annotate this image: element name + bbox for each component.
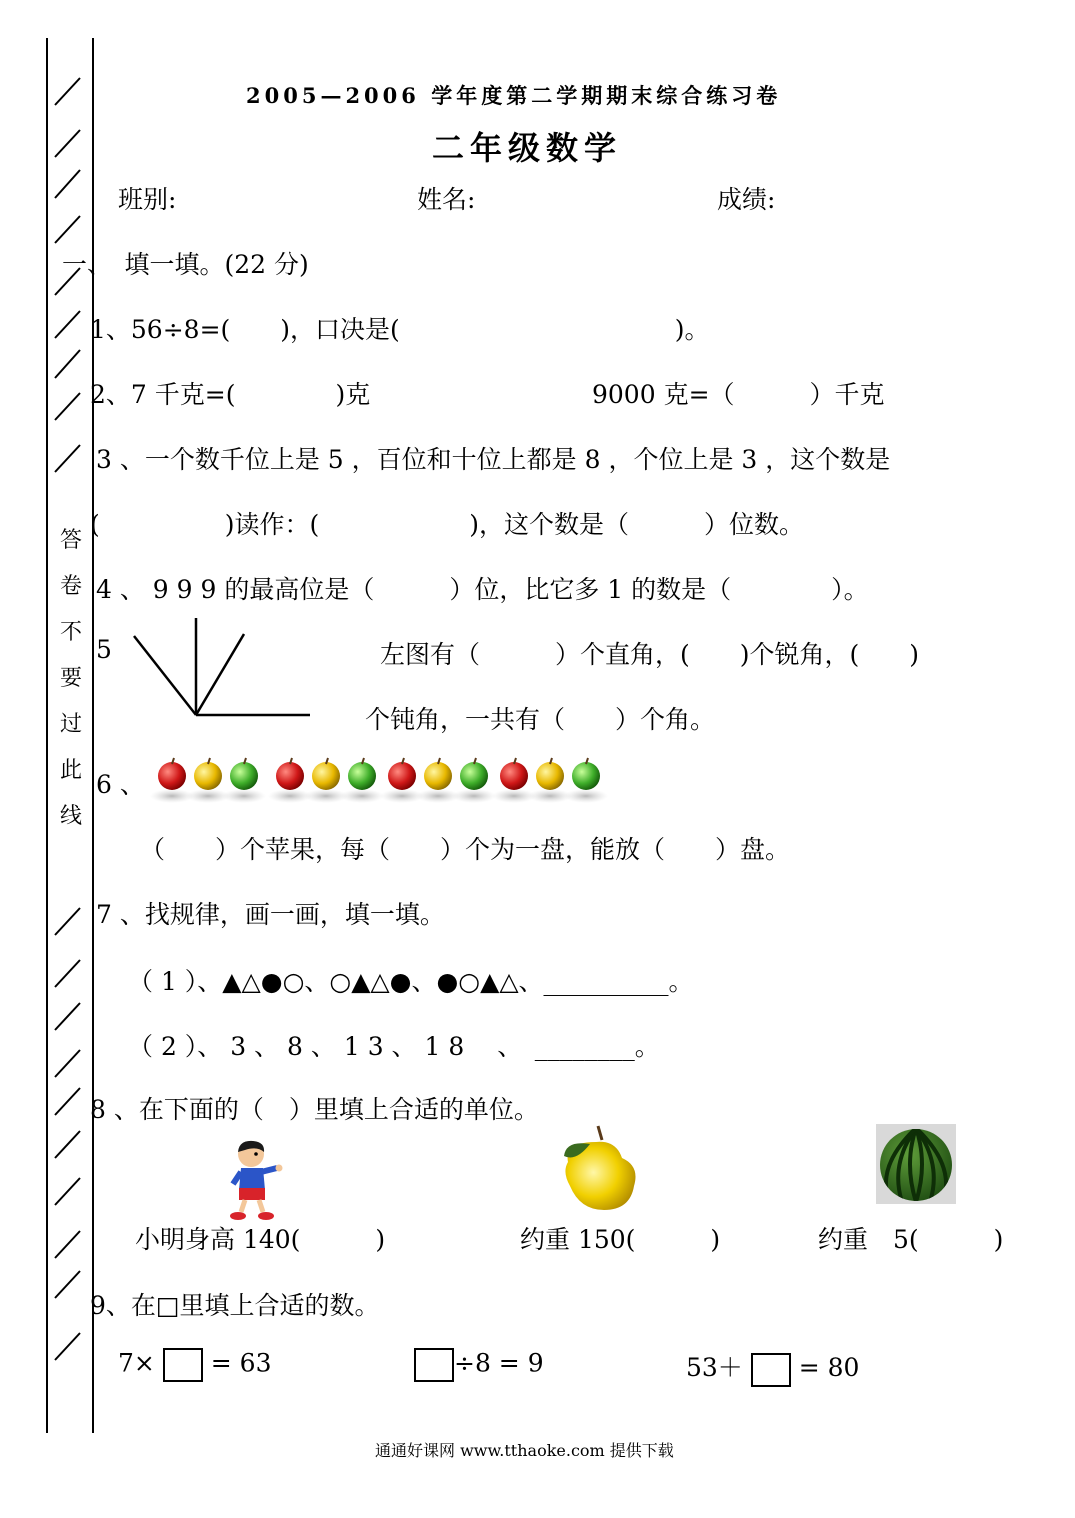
question-8-heading: 8 、在下面的（ ）里填上合适的单位。 [90,1095,539,1124]
margin-note-char: 过 [59,712,82,737]
question-8-item1: 小明身高 140( ) [135,1225,386,1254]
question-5-line2: 个钝角，一共有（ ）个角。 [365,705,716,734]
equation-1 [118,1348,271,1382]
question-2-right: 9000 克=（ ）千克 [592,380,885,409]
margin-note-char: 线 [59,804,82,829]
equation-3-left: 53＋ [686,1353,743,1382]
question-8-item2: 约重 150( ) [520,1225,721,1254]
question-5-line1: 左图有（ ）个直角，( )个锐角，( ) [380,640,920,669]
footer-credit: 通通好课网 www.tthaoke.com 提供下载 [375,1441,674,1460]
score-label: 成绩: [717,185,776,214]
question-7-heading: 7 、找规律，画一画，填一填。 [96,900,445,929]
question-5-number: 5 [96,635,112,664]
equation-1-left: 7× [118,1348,155,1378]
equation-3-right: = 80 [798,1353,860,1382]
equation-1-right: = 63 [210,1348,272,1378]
question-4: 4 、 9 9 9 的最高位是（ ）位，比它多 1 的数是（ ）。 [96,575,869,604]
watermelon-icon [876,1124,956,1204]
pear-icon [560,1122,640,1214]
margin-note [56,518,86,840]
apple-icons [150,758,608,803]
question-1: 1、56÷8=( )，口决是( )。 [90,315,710,344]
angle-diagram [128,612,318,724]
margin-note-char: 卷 [59,574,82,599]
answer-box-1[interactable] [163,1348,203,1382]
question-3-line2: ( )读作：( )，这个数是（ ）位数。 [90,510,805,539]
answer-box-3[interactable] [751,1353,791,1387]
margin-note-char: 答 [59,528,82,553]
equation-2 [414,1348,544,1382]
apple-row [150,752,610,812]
question-3-line1: 3 、一个数千位上是 5 ，百位和十位上都是 8 ，个位上是 3 ，这个数是 [96,445,891,474]
margin-note-char: 此 [59,758,82,783]
question-6-line2: （ ）个苹果，每（ ）个为一盘，能放（ ）盘。 [140,835,791,864]
term-title: 2005—2006 学年度第二学期期末综合练习卷 [246,83,782,108]
question-8-item3: 约重 5( ) [818,1225,1004,1254]
equation-3 [686,1348,859,1387]
equation-2-right: ÷8 = 9 [454,1348,544,1378]
question-7-part2: （ 2 ）、 3 、 8 、 1 3 、 1 8 、 ________。 [128,1032,660,1061]
margin-note-char: 要 [59,666,82,691]
question-2-left: 2、7 千克=( )克 [90,380,371,409]
margin-note-char: 不 [59,620,82,645]
question-6-number: 6 、 [96,770,145,799]
question-9-heading: 9、在□里填上合适的数。 [90,1291,380,1320]
question-7-part1: （ 1 ）、▲△●○、○▲△●、●○▲△、__________。 [128,967,694,996]
answer-box-2[interactable] [414,1348,454,1382]
section-heading: 一、 填一填。(22 分) [62,250,309,279]
boy-icon [225,1138,285,1222]
class-label: 班别: [118,185,177,214]
name-label: 姓名: [417,185,476,214]
subject-title: 二年级数学 [432,129,623,167]
